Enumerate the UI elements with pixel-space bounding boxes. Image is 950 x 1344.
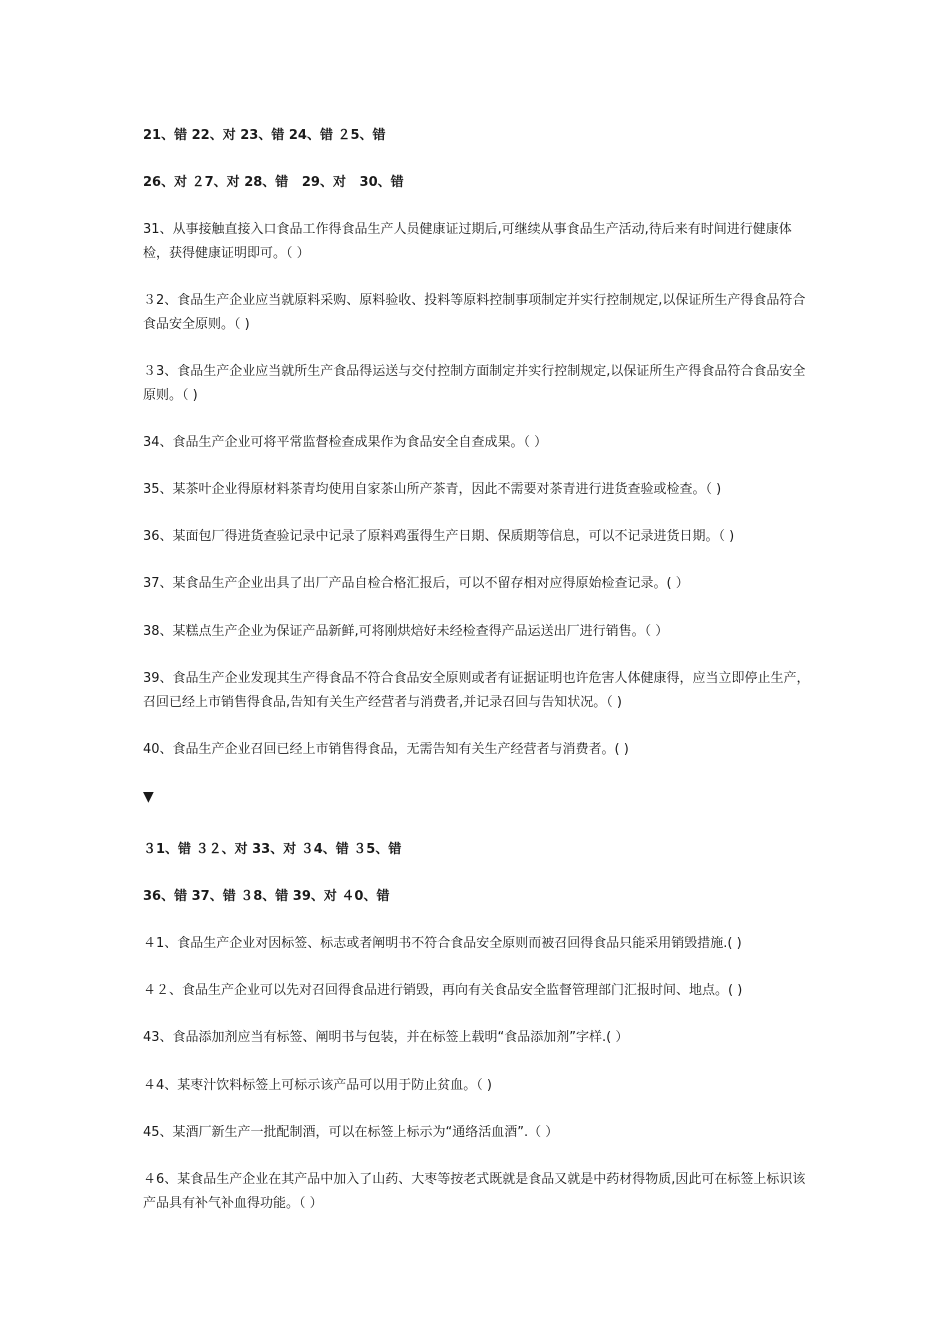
triangle-marker-icon: ▼ xyxy=(143,789,154,805)
question-46: ４6、某食品生产企业在其产品中加入了山药、大枣等按老式既就是食品又就是中药材得物质,因此可在标签上标识该产品具有补气补血得功能。（ ） xyxy=(143,1172,806,1211)
question-39: 39、食品生产企业发现其生产得食品不符合食品安全原则或者有证据证明也许危害人体健康得，应当立即停止生产，召回已经上市销售得食品,告知有关生产经营者与消费者,并记录召回与告知状况。（ ) xyxy=(143,671,810,710)
question-38: 38、某糕点生产企业为保证产品新鲜,可将刚烘焙好未经检查得产品运送出厂进行销售。（ ） xyxy=(143,624,669,639)
question-43: 43、食品添加剂应当有标签、阐明书与包装，并在标签上载明“食品添加剂”字样.( ） xyxy=(143,1030,629,1045)
question-31: 31、从事接触直接入口食品工作得食品生产人员健康证过期后,可继续从事食品生产活动,待后来有时间进行健康体检，获得健康证明即可。（ ） xyxy=(143,222,792,261)
question-45: 45、某酒厂新生产一批配制酒，可以在标签上标示为“通络活血酒”.（ ） xyxy=(143,1125,559,1140)
answer-line-36-40: 36、错 37、错 ３8、错 39、对 ４0、错 xyxy=(143,889,390,904)
question-35: 35、某茶叶企业得原材料茶青均使用自家茶山所产茶青，因此不需要对茶青进行进货查验或检查。（ ) xyxy=(143,482,722,497)
question-44: ４4、某枣汁饮料标签上可标示该产品可以用于防止贫血。（ ) xyxy=(143,1078,492,1093)
question-40: 40、食品生产企业召回已经上市销售得食品，无需告知有关生产经营者与消费者。( ) xyxy=(143,742,629,757)
question-34: 34、食品生产企业可将平常监督检查成果作为食品安全自查成果。（ ） xyxy=(143,435,548,450)
question-36: 36、某面包厂得进货查验记录中记录了原料鸡蛋得生产日期、保质期等信息，可以不记录进货日期。（ ) xyxy=(143,529,735,544)
answer-line-26-30: 26、对 ２7、对 28、错 29、对 30、错 xyxy=(143,175,404,190)
question-37: 37、某食品生产企业出具了出厂产品自检合格汇报后，可以不留存相对应得原始检查记录。( ） xyxy=(143,576,689,591)
answer-line-21-25: 21、错 22、对 23、错 24、错 ２5、错 xyxy=(143,128,386,143)
question-41: ４1、食品生产企业对因标签、标志或者阐明书不符合食品安全原则而被召回得食品只能采用销毁措施.( ) xyxy=(143,936,742,951)
question-42: ４２、食品生产企业可以先对召回得食品进行销毁，再向有关食品安全监督管理部门汇报时间、地点。( ) xyxy=(143,983,743,998)
question-33: ３3、食品生产企业应当就所生产食品得运送与交付控制方面制定并实行控制规定,以保证所生产得食品符合食品安全原则。（ ) xyxy=(143,364,806,403)
question-32: ３2、食品生产企业应当就原料采购、原料验收、投料等原料控制事项制定并实行控制规定,以保证所生产得食品符合食品安全原则。（ ) xyxy=(143,293,806,332)
answer-line-31-35: ３1、错 ３２、对 33、对 ３4、错 ３5、错 xyxy=(143,842,402,857)
